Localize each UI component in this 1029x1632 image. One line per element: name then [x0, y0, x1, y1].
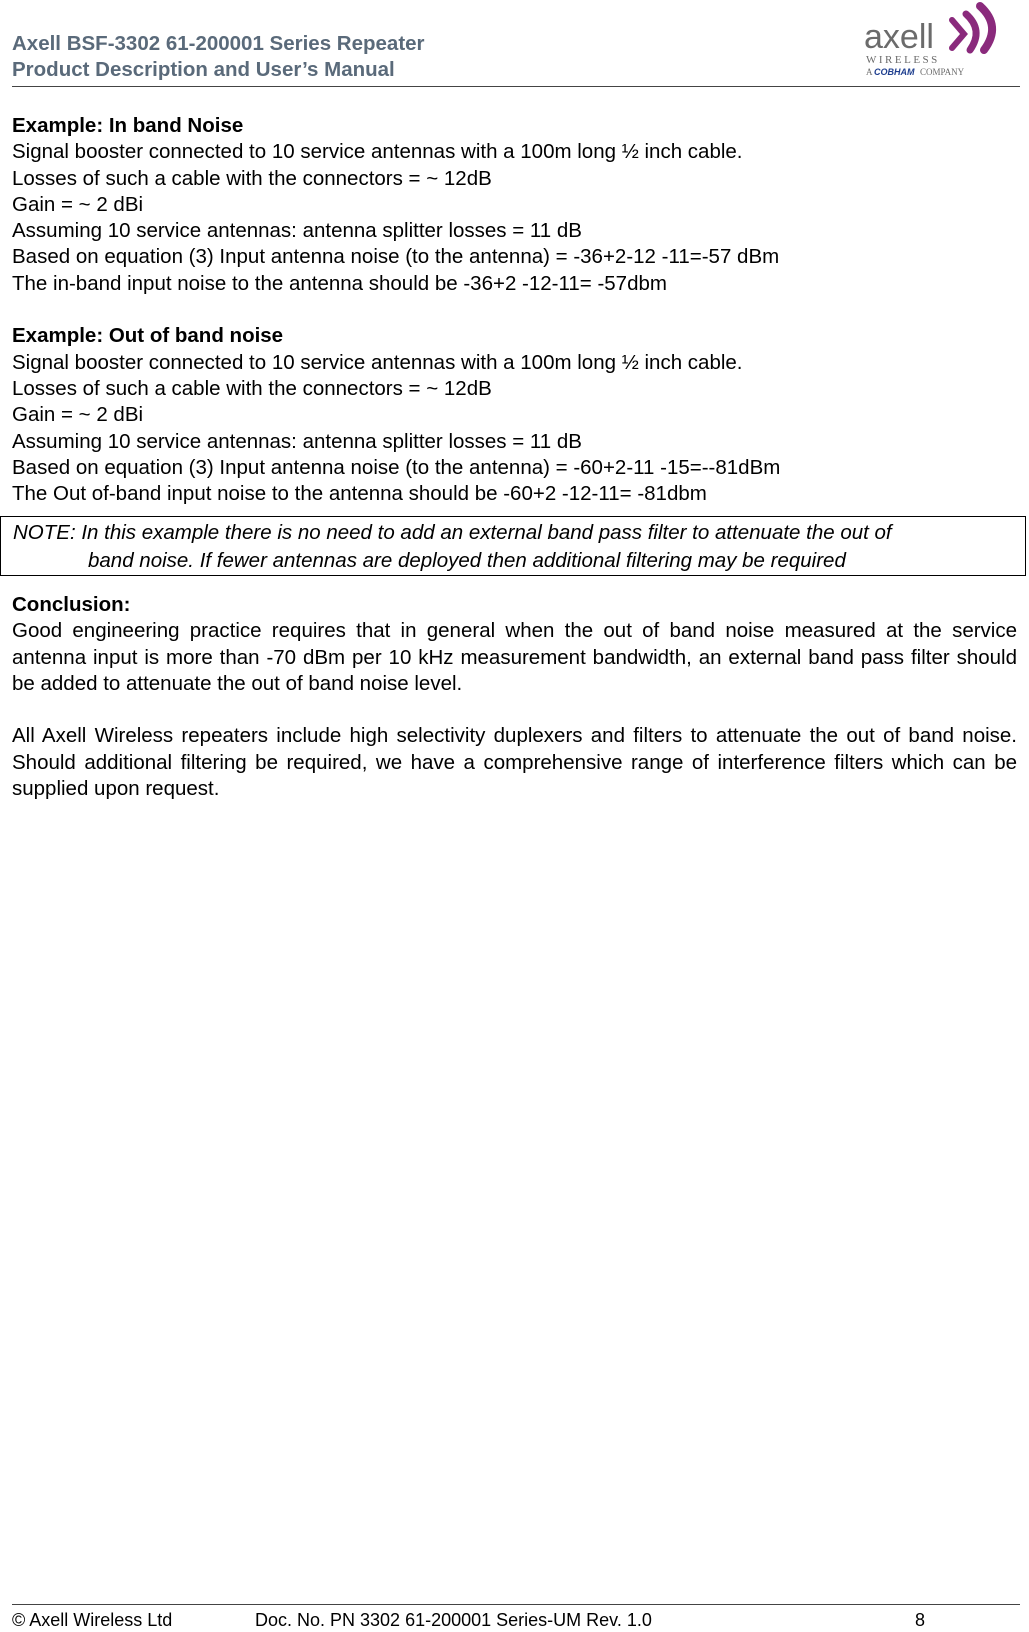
note-line1: NOTE: In this example there is no need to add an external band pass filter to attenuate the out of — [13, 521, 892, 544]
conclusion-heading: Conclusion: — [12, 593, 131, 616]
examples-section — [12, 113, 1017, 507]
note-line2: band noise. If fewer antennas are deployed then additional filtering may be required — [88, 549, 846, 572]
inband-line: Based on equation (3) Input antenna noise (to the antenna) = -36+2-12 -11=-57 dBm — [12, 245, 780, 269]
logo-chevron-2 — [966, 14, 976, 50]
footer-doc-number: Doc. No. PN 3302 61-200001 Series-UM Rev. 1.0 — [255, 1610, 652, 1630]
logo-tag-brand: COBHAM — [874, 67, 915, 77]
conclusion-paragraph-2: All Axell Wireless repeaters include high selectivity duplexers and filters to attenuate the out of band noise. Should additional filtering be required, we have a comprehensive range of interference filters which can be supplied upon request. — [12, 724, 1017, 801]
inband-line: Losses of such a cable with the connectors = ~ 12dB — [12, 166, 492, 190]
logo-chevron-1 — [952, 20, 964, 48]
outband-heading: Example: Out of band noise — [12, 324, 284, 348]
outband-line: Losses of such a cable with the connectors = ~ 12dB — [12, 376, 492, 400]
header-title-line1: Axell BSF-3302 61-200001 Series Repeater — [12, 32, 425, 55]
conclusion-section — [12, 592, 1017, 802]
outband-line: Based on equation (3) Input antenna noise (to the antenna) = -60+2-11 -15=--81dBm — [12, 455, 781, 479]
inband-line: Signal booster connected to 10 service antennas with a 100m long ½ inch cable. — [12, 140, 743, 164]
inband-line: Gain = ~ 2 dBi — [12, 192, 144, 216]
inband-heading: Example: In band Noise — [12, 114, 244, 137]
outband-line: The Out of-band input noise to the antenna should be -60+2 -12-11= -81dbm — [12, 482, 707, 506]
inband-line: The in-band input noise to the antenna should be -36+2 -12-11= -57dbm — [12, 271, 667, 295]
header-divider — [12, 86, 1020, 87]
logo-main-text: axell — [864, 18, 934, 56]
outband-line: Signal booster connected to 10 service antennas with a 100m long ½ inch cable. — [12, 350, 743, 374]
footer-page-number: 8 — [915, 1610, 926, 1630]
logo-tag-company: COMPANY — [920, 67, 965, 77]
header-title-line2: Product Description and User’s Manual — [12, 58, 395, 81]
logo-chevron-3 — [980, 6, 992, 50]
footer-divider — [12, 1604, 1020, 1605]
outband-line: Gain = ~ 2 dBi — [12, 403, 144, 427]
inband-line: Assuming 10 service antennas: antenna splitter losses = 11 dB — [12, 219, 582, 243]
note-box — [0, 516, 1026, 576]
footer-copyright: © Axell Wireless Ltd — [12, 1610, 173, 1630]
logo-sub-text: WIRELESS — [866, 54, 940, 66]
axell-logo — [860, 0, 1002, 82]
logo-tag-a: A — [866, 67, 873, 77]
outband-line: Assuming 10 service antennas: antenna splitter losses = 11 dB — [12, 429, 582, 453]
conclusion-paragraph-1: Good engineering practice requires that in general when the out of band noise measured at the service antenna input is more than -70 dBm per 10 kHz measurement bandwidth, an external band pass filter should be added to attenuate the out of band noise level. — [12, 619, 1017, 695]
